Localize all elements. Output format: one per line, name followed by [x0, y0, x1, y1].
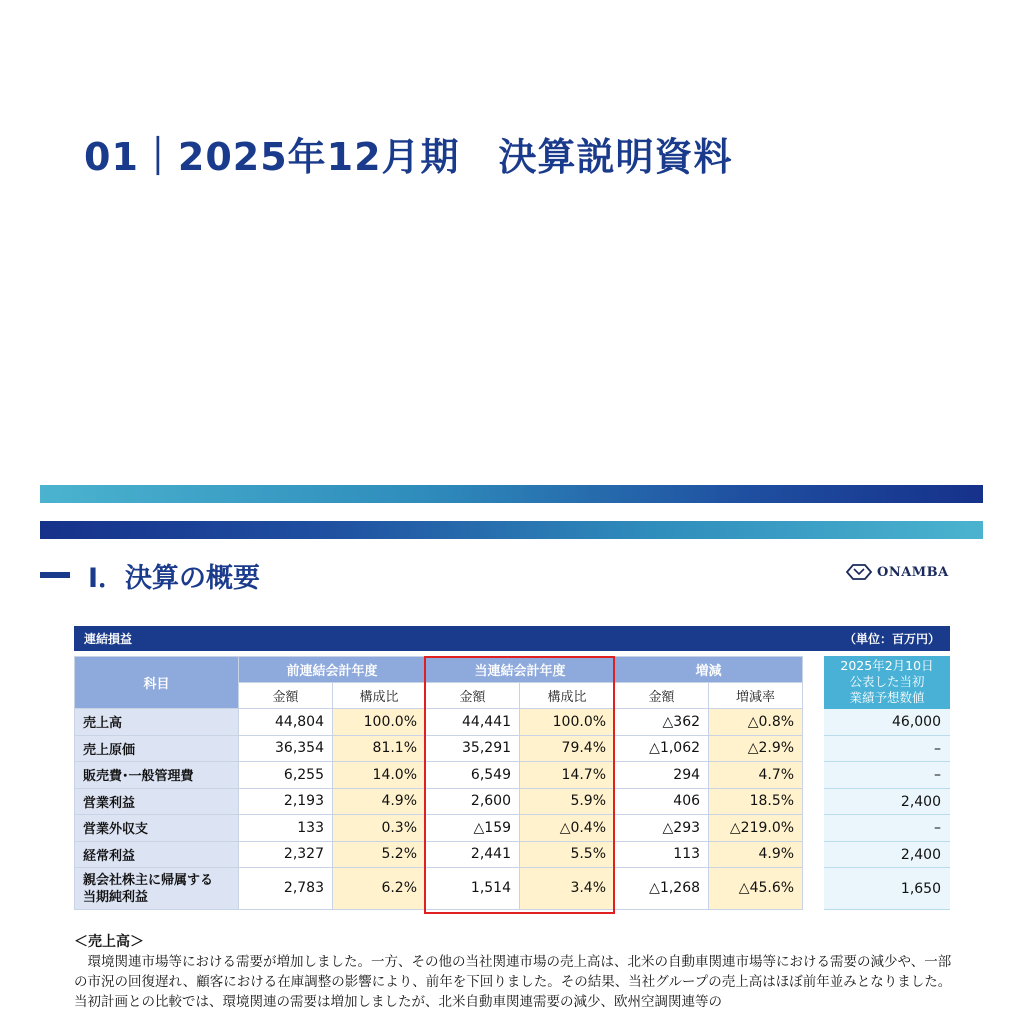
decorative-band-bottom [40, 521, 983, 539]
diff-rate: 4.7% [709, 762, 803, 789]
row-item: 営業利益 [75, 788, 239, 815]
table-row [75, 868, 803, 910]
curr-ratio: 3.4% [520, 868, 615, 910]
prev-amount: 133 [239, 815, 333, 842]
subheader-prev-amount: 金額 [239, 683, 333, 709]
row-item-line-2: 当期純利益 [83, 889, 149, 905]
logo-wordmark: ONAMBA [877, 564, 949, 580]
prev-ratio: 4.9% [333, 788, 426, 815]
table-row [75, 709, 803, 736]
prev-ratio: 5.2% [333, 841, 426, 868]
header-prev-year: 前連結会計年度 [239, 657, 426, 683]
diff-rate: △2.9% [709, 735, 803, 762]
prev-ratio: 100.0% [333, 709, 426, 736]
forecast-value: – [824, 815, 950, 842]
table-row [75, 762, 803, 789]
subheader-diff-amount: 金額 [615, 683, 709, 709]
row-item: 売上高 [75, 709, 239, 736]
diff-rate: 4.9% [709, 841, 803, 868]
table-title: 連結損益 [84, 632, 133, 646]
curr-amount: 2,441 [426, 841, 520, 868]
row-item: 売上原価 [75, 735, 239, 762]
prev-amount: 2,783 [239, 868, 333, 910]
table-row [75, 841, 803, 868]
diff-rate: △0.8% [709, 709, 803, 736]
diff-amount: △1,268 [615, 868, 709, 910]
forecast-value: – [824, 762, 950, 789]
forecast-value: – [824, 736, 950, 763]
diff-rate: △45.6% [709, 868, 803, 910]
row-item: 営業外収支 [75, 815, 239, 842]
row-item: 販売費･一般管理費 [75, 762, 239, 789]
prev-ratio: 6.2% [333, 868, 426, 910]
diff-rate: △219.0% [709, 815, 803, 842]
onamba-emblem-icon [846, 564, 872, 580]
row-item-line-1: 親会社株主に帰属する [83, 872, 214, 888]
row-item [75, 868, 239, 910]
forecast-value: 2,400 [824, 789, 950, 816]
decorative-band-top [40, 485, 983, 503]
subheader-curr-ratio: 構成比 [520, 683, 615, 709]
curr-amount: 44,441 [426, 709, 520, 736]
curr-ratio: 14.7% [520, 762, 615, 789]
company-logo [846, 564, 949, 580]
prev-amount: 6,255 [239, 762, 333, 789]
forecast-header [824, 656, 950, 709]
diff-amount: 113 [615, 841, 709, 868]
prev-amount: 36,354 [239, 735, 333, 762]
diff-amount: 294 [615, 762, 709, 789]
table-row [75, 788, 803, 815]
curr-amount: 6,549 [426, 762, 520, 789]
prev-amount: 2,193 [239, 788, 333, 815]
prev-ratio: 0.3% [333, 815, 426, 842]
diff-amount: 406 [615, 788, 709, 815]
curr-amount: △159 [426, 815, 520, 842]
row-item: 経常利益 [75, 841, 239, 868]
forecast-header-line: 業績予想数値 [849, 690, 925, 705]
table-row [75, 735, 803, 762]
header-change: 増減 [615, 657, 803, 683]
page-title: 01｜2025年12月期 決算説明資料 [84, 135, 733, 179]
forecast-value: 1,650 [824, 868, 950, 910]
table-title-bar [74, 626, 950, 651]
curr-amount: 35,291 [426, 735, 520, 762]
section-marker [40, 572, 70, 578]
forecast-value: 46,000 [824, 709, 950, 736]
subheader-diff-rate: 増減率 [709, 683, 803, 709]
table-row [75, 815, 803, 842]
forecast-column [824, 656, 950, 910]
forecast-value: 2,400 [824, 842, 950, 869]
prev-amount: 2,327 [239, 841, 333, 868]
diff-rate: 18.5% [709, 788, 803, 815]
curr-ratio: 100.0% [520, 709, 615, 736]
prev-amount: 44,804 [239, 709, 333, 736]
diff-amount: △1,062 [615, 735, 709, 762]
table-unit: （単位：百万円） [843, 632, 940, 646]
header-item: 科目 [75, 657, 239, 709]
subheader-prev-ratio: 構成比 [333, 683, 426, 709]
forecast-header-line: 公表した当初 [849, 674, 925, 689]
diff-amount: △293 [615, 815, 709, 842]
diff-amount: △362 [615, 709, 709, 736]
subheader-curr-amount: 金額 [426, 683, 520, 709]
income-statement-table [74, 656, 803, 910]
curr-ratio: △0.4% [520, 815, 615, 842]
header-curr-year: 当連結会計年度 [426, 657, 615, 683]
forecast-header-line: 2025年2月10日 [840, 658, 934, 673]
curr-ratio: 5.5% [520, 841, 615, 868]
curr-amount: 1,514 [426, 868, 520, 910]
commentary-body: 環境関連市場等における需要が増加しました。一方、その他の当社関連市場の売上高は、北米の自動車関連市場等における需要の減少や、一部の市況の回復遅れ、顧客における在庫調整の影響により、前年を下回りました。その結果、当社グループの売上高はほぼ前年並みとなりました。当初計画との比較では、環境関連の需要は増加しましたが、北米自動車関連需要の減少、欧州空調関連等の [74, 954, 952, 1010]
commentary-heading: ＜売上高＞ [74, 934, 144, 950]
curr-ratio: 5.9% [520, 788, 615, 815]
section-title: Ⅰ．決算の概要 [88, 563, 261, 594]
commentary-section [74, 932, 954, 1012]
curr-ratio: 79.4% [520, 735, 615, 762]
prev-ratio: 14.0% [333, 762, 426, 789]
curr-amount: 2,600 [426, 788, 520, 815]
prev-ratio: 81.1% [333, 735, 426, 762]
